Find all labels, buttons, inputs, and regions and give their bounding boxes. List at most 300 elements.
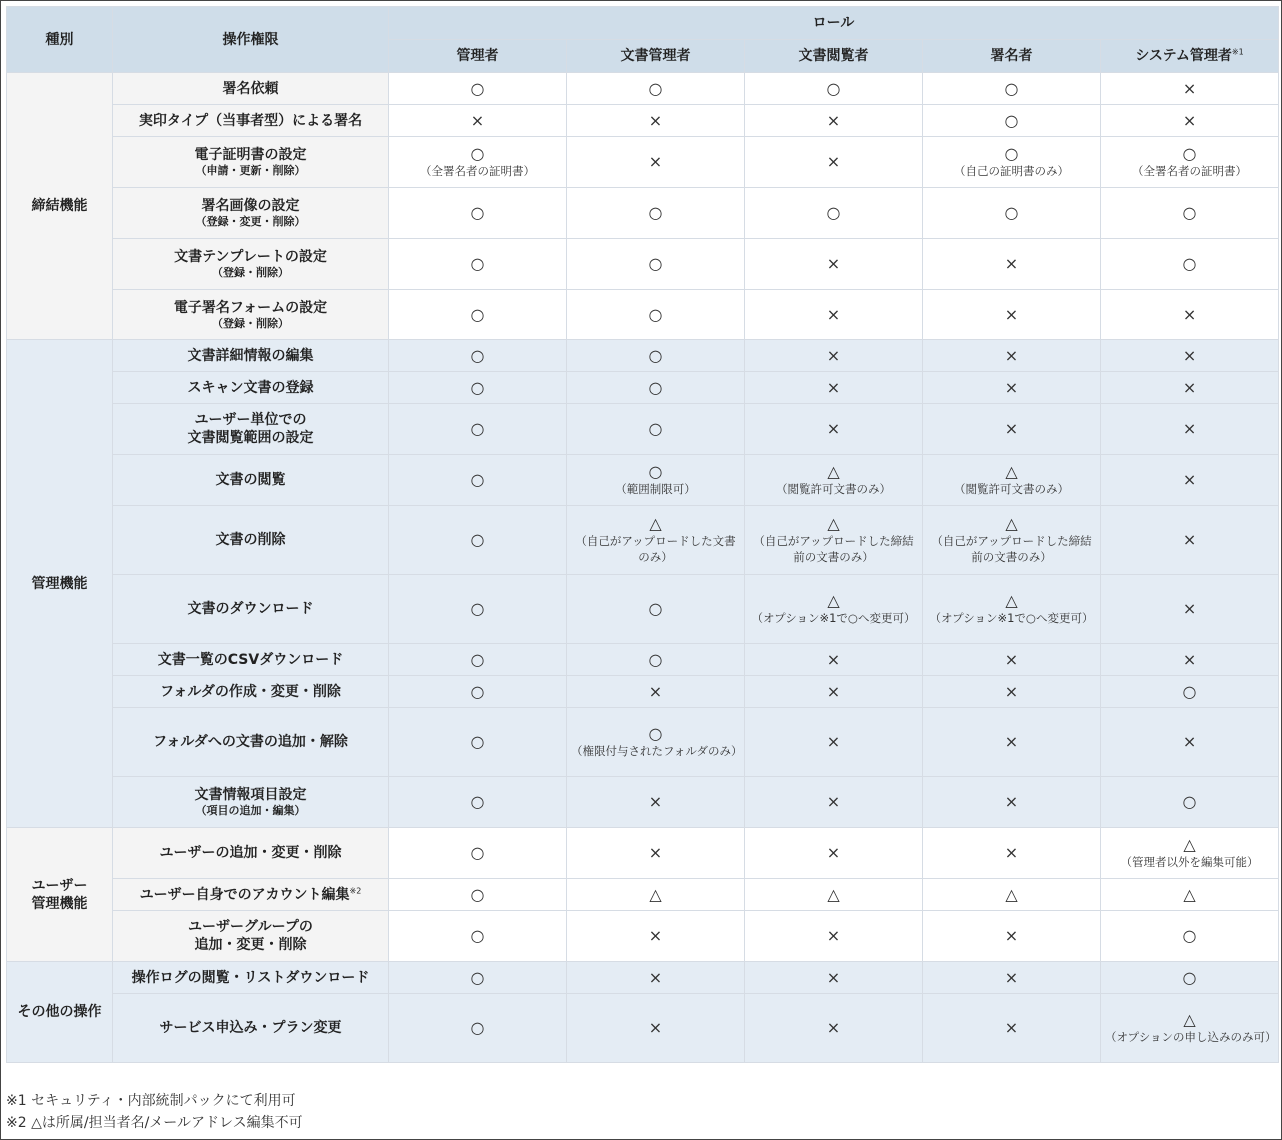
permission-symbol: ×: [826, 843, 841, 862]
permission-symbol: △: [827, 591, 840, 610]
permission-cell: [923, 911, 1101, 962]
permission-symbol: ×: [1182, 304, 1197, 324]
permission-symbol: ×: [1004, 419, 1019, 438]
permission-symbol: ×: [1004, 254, 1019, 273]
permission-symbol: ×: [1182, 470, 1197, 489]
permission-symbol: ○: [1004, 110, 1019, 130]
permission-note: （権限付与されたフォルダのみ）: [571, 744, 743, 758]
permission-note: （オプション※1で○へ変更可）: [929, 611, 1094, 625]
permission-cell: [389, 828, 567, 879]
permission-cell: [567, 708, 745, 777]
permission-cell: [923, 879, 1101, 911]
permission-cell: [567, 239, 745, 290]
permission-symbol: ×: [1182, 377, 1197, 397]
permission-cell: [923, 188, 1101, 239]
permission-cell: [745, 73, 923, 105]
category-cell: 管理機能: [7, 340, 113, 828]
permission-symbol: △: [649, 514, 662, 533]
permission-cell: [389, 879, 567, 911]
permission-cell: [1101, 372, 1279, 404]
operation-label: ユーザーの追加・変更・削除: [159, 845, 342, 861]
permission-cell: [745, 708, 923, 777]
operation-label: スキャン文書の登録: [187, 379, 314, 396]
permission-cell: [567, 994, 745, 1063]
permission-cell: [1101, 73, 1279, 105]
permission-note: （範囲制限可）: [615, 482, 696, 496]
permission-cell: [745, 506, 923, 575]
permission-symbol: ×: [826, 110, 841, 130]
permission-cell: [567, 879, 745, 911]
permission-cell: [1101, 455, 1279, 506]
permission-cell: [567, 644, 745, 676]
permission-cell: [923, 290, 1101, 340]
permission-symbol: ×: [826, 254, 841, 273]
operation-label: 署名依頼: [222, 80, 279, 97]
permission-symbol: ×: [648, 1018, 663, 1037]
permission-cell: [389, 290, 567, 340]
operation-label: 文書情報項目設定: [194, 787, 307, 803]
permission-symbol: △: [1005, 514, 1018, 533]
permission-cell: [567, 188, 745, 239]
operation-cell: [113, 239, 389, 290]
permission-cell: [923, 994, 1101, 1063]
table-body: [7, 73, 1279, 1063]
permission-symbol: ○: [470, 203, 485, 222]
footnote-1: ※1 セキュリティ・内部統制パックにて利用可: [6, 1093, 296, 1109]
permission-symbol: △: [827, 462, 840, 481]
permission-symbol: △: [1183, 884, 1196, 904]
permission-cell: [389, 506, 567, 575]
permission-symbol: ○: [1182, 926, 1197, 945]
permission-symbol: ×: [826, 732, 841, 751]
permission-cell: [923, 828, 1101, 879]
header-role: ロール: [389, 7, 1279, 40]
permission-note: （自己がアップロードした締結前の文書のみ）: [753, 534, 914, 564]
operation-cell: [113, 644, 389, 676]
operation-cell: [113, 455, 389, 506]
table-row: [7, 708, 1279, 777]
permission-cell: [745, 290, 923, 340]
table-row: [7, 777, 1279, 828]
permission-symbol: △: [649, 884, 662, 904]
table-row: [7, 962, 1279, 994]
permission-cell: [1101, 879, 1279, 911]
operation-cell: [113, 708, 389, 777]
permission-cell: [1101, 575, 1279, 644]
permission-cell: [389, 455, 567, 506]
footnotes: [6, 1090, 303, 1134]
permission-symbol: ○: [470, 144, 485, 163]
permission-symbol: ○: [470, 732, 485, 751]
operation-label: 文書の閲覧: [215, 472, 286, 488]
permission-symbol: △: [1005, 591, 1018, 610]
permission-cell: [745, 828, 923, 879]
permission-cell: [389, 962, 567, 994]
permission-symbol: ×: [1182, 732, 1197, 751]
permission-cell: [923, 644, 1101, 676]
permission-cell: [389, 777, 567, 828]
operation-cell: [113, 404, 389, 455]
permission-symbol: ×: [1182, 78, 1197, 98]
permission-cell: [567, 340, 745, 372]
permission-symbol: ×: [648, 152, 663, 171]
permission-symbol: ○: [470, 78, 485, 98]
operation-cell: [113, 372, 389, 404]
permission-cell: [567, 372, 745, 404]
permission-cell: [567, 911, 745, 962]
permission-symbol: △: [827, 514, 840, 533]
operation-label: 署名画像の設定: [201, 198, 300, 214]
operation-sub-label: （項目の追加・編集）: [195, 804, 306, 817]
permission-note: （自己の証明書のみ）: [954, 164, 1069, 178]
permission-symbol: ×: [648, 843, 663, 862]
table-row: [7, 105, 1279, 137]
permission-symbol: ○: [470, 470, 485, 489]
permission-symbol: ×: [1182, 419, 1197, 438]
operation-label: 電子署名フォームの設定: [173, 299, 328, 316]
operation-label: 実印タイプ（当事者型）による署名: [138, 112, 363, 129]
table-row: [7, 340, 1279, 372]
header-role-admin: 管理者: [389, 40, 567, 73]
permission-symbol: ×: [1182, 599, 1197, 618]
permission-symbol: △: [1183, 1010, 1196, 1029]
permission-symbol: △: [1005, 462, 1018, 481]
permission-cell: [1101, 676, 1279, 708]
permission-cell: [923, 239, 1101, 290]
permission-symbol: ×: [1182, 649, 1197, 669]
operation-sub-label: （登録・変更・削除）: [195, 215, 306, 228]
permission-symbol: ×: [1004, 649, 1019, 669]
permission-symbol: ○: [470, 1018, 485, 1037]
permission-symbol: ×: [1004, 967, 1019, 987]
table-row: [7, 455, 1279, 506]
table-row: [7, 239, 1279, 290]
permission-symbol: ×: [648, 926, 663, 945]
permission-symbol: ○: [470, 843, 485, 862]
permission-cell: [567, 575, 745, 644]
permission-symbol: ○: [470, 377, 485, 397]
permission-symbol: ×: [826, 967, 841, 987]
permission-symbol: ○: [470, 884, 485, 904]
header-role-footnote-mark: ※1: [1231, 47, 1244, 57]
permission-cell: [1101, 290, 1279, 340]
permission-cell: [389, 188, 567, 239]
operation-cell: [113, 994, 389, 1063]
header-role-signer: 署名者: [923, 40, 1101, 73]
permission-symbol: ×: [826, 649, 841, 669]
permission-symbol: ×: [826, 1018, 841, 1037]
permission-cell: [745, 404, 923, 455]
permission-symbol: ○: [648, 724, 663, 743]
operation-label: 電子証明書の設定: [194, 147, 307, 163]
permission-symbol: ×: [826, 377, 841, 397]
permission-cell: [923, 404, 1101, 455]
permission-cell: [389, 676, 567, 708]
category-cell: 締結機能: [7, 73, 113, 340]
operation-label: ユーザーグループの 追加・変更・削除: [188, 919, 313, 953]
permission-symbol: ○: [648, 304, 663, 324]
operation-cell: [113, 911, 389, 962]
permission-cell: [745, 188, 923, 239]
permission-cell: [389, 644, 567, 676]
permission-cell: [745, 962, 923, 994]
permission-note: （自己がアップロードした文書のみ）: [575, 534, 736, 564]
permission-cell: [1101, 911, 1279, 962]
operation-cell: [113, 962, 389, 994]
operation-cell: [113, 188, 389, 239]
permission-cell: [567, 777, 745, 828]
permission-cell: [1101, 644, 1279, 676]
permission-symbol: ○: [1182, 967, 1197, 987]
permission-symbol: ×: [826, 152, 841, 171]
permission-symbol: ×: [826, 304, 841, 324]
permission-symbol: ×: [648, 681, 663, 701]
permission-cell: [389, 994, 567, 1063]
permission-cell: [1101, 506, 1279, 575]
operation-cell: [113, 575, 389, 644]
table-row: [7, 828, 1279, 879]
permission-note: （全署名者の証明書）: [420, 164, 535, 178]
permission-symbol: ○: [1182, 254, 1197, 273]
category-cell: ユーザー 管理機能: [7, 828, 113, 962]
permission-cell: [567, 506, 745, 575]
permission-cell: [745, 911, 923, 962]
operation-cell: [113, 676, 389, 708]
permission-symbol: ×: [1004, 1018, 1019, 1037]
operation-cell: [113, 290, 389, 340]
operation-label: 文書詳細情報の編集: [187, 347, 314, 364]
table-row: [7, 372, 1279, 404]
permission-cell: [745, 137, 923, 188]
permission-cell: [923, 962, 1101, 994]
permission-symbol: ○: [470, 345, 485, 365]
permission-symbol: ○: [470, 599, 485, 618]
permission-symbol: ○: [648, 599, 663, 618]
permission-symbol: ○: [470, 926, 485, 945]
permission-cell: [1101, 340, 1279, 372]
permission-symbol: ×: [826, 681, 841, 701]
permission-symbol: ○: [470, 792, 485, 811]
permission-cell: [923, 137, 1101, 188]
permission-cell: [923, 676, 1101, 708]
permission-cell: [745, 676, 923, 708]
permission-cell: [923, 105, 1101, 137]
permission-symbol: ×: [826, 345, 841, 365]
permission-cell: [389, 239, 567, 290]
permission-symbol: ×: [826, 926, 841, 945]
table-row: [7, 879, 1279, 911]
permission-symbol: ×: [1004, 792, 1019, 811]
permission-note: （閲覧許可文書のみ）: [954, 482, 1069, 496]
table-row: [7, 188, 1279, 239]
permission-cell: [1101, 777, 1279, 828]
permission-note: （自己がアップロードした締結前の文書のみ）: [931, 534, 1092, 564]
permission-cell: [745, 105, 923, 137]
table-row: [7, 676, 1279, 708]
header-role-sysadmin-label: システム管理者: [1135, 48, 1232, 64]
permission-symbol: ○: [470, 967, 485, 987]
permission-cell: [745, 372, 923, 404]
operation-label: フォルダへの文書の追加・解除: [153, 734, 348, 750]
header-role-doc-viewer: 文書閲覧者: [745, 40, 923, 73]
permission-symbol: ×: [470, 110, 485, 130]
permission-cell: [567, 290, 745, 340]
permission-cell: [1101, 137, 1279, 188]
permission-cell: [1101, 404, 1279, 455]
permission-cell: [745, 879, 923, 911]
permission-cell: [1101, 994, 1279, 1063]
permission-symbol: △: [1183, 835, 1196, 854]
operation-sub-label: （登録・削除）: [212, 266, 289, 279]
table-row: [7, 911, 1279, 962]
permission-cell: [389, 137, 567, 188]
permission-symbol: ○: [470, 530, 485, 549]
permission-cell: [745, 455, 923, 506]
header-category: 種別: [7, 7, 113, 73]
permission-cell: [389, 372, 567, 404]
table-row: [7, 404, 1279, 455]
permission-cell: [745, 239, 923, 290]
permission-symbol: ×: [1182, 530, 1197, 549]
permission-symbol: ○: [648, 649, 663, 669]
permission-symbol: ○: [1182, 792, 1197, 811]
permission-symbol: △: [1005, 884, 1018, 904]
permission-symbol: ○: [1182, 203, 1197, 222]
permission-cell: [745, 575, 923, 644]
operation-label: 操作ログの閲覧・リストダウンロード: [131, 969, 370, 986]
permission-symbol: ○: [1004, 144, 1019, 163]
permission-cell: [567, 404, 745, 455]
permission-cell: [923, 777, 1101, 828]
permission-symbol: ○: [1004, 203, 1019, 222]
permission-cell: [1101, 239, 1279, 290]
permission-symbol: ○: [826, 78, 841, 98]
permission-cell: [923, 372, 1101, 404]
permission-cell: [1101, 962, 1279, 994]
permission-cell: [389, 708, 567, 777]
permission-cell: [389, 911, 567, 962]
permission-cell: [567, 137, 745, 188]
permission-symbol: ×: [1004, 345, 1019, 365]
permission-cell: [923, 708, 1101, 777]
permission-cell: [567, 962, 745, 994]
operation-cell: [113, 340, 389, 372]
permission-symbol: ×: [648, 967, 663, 987]
table-header: [7, 7, 1279, 73]
permission-cell: [745, 994, 923, 1063]
operation-label: 文書一覧のCSVダウンロード: [157, 651, 344, 668]
permission-cell: [567, 105, 745, 137]
permission-symbol: ○: [648, 203, 663, 222]
permission-cell: [389, 575, 567, 644]
permission-cell: [567, 73, 745, 105]
permission-symbol: ×: [1004, 304, 1019, 324]
permission-symbol: ○: [1004, 78, 1019, 98]
table-row: [7, 290, 1279, 340]
permission-symbol: ×: [1004, 843, 1019, 862]
footnote-2: ※2 △は所属/担当者名/メールアドレス編集不可: [6, 1115, 303, 1131]
operation-cell: [113, 506, 389, 575]
permission-cell: [1101, 188, 1279, 239]
permission-symbol: ×: [826, 792, 841, 811]
permission-symbol: ○: [648, 419, 663, 438]
permission-cell: [389, 73, 567, 105]
permission-table: [6, 6, 1279, 1063]
permission-cell: [567, 828, 745, 879]
permission-note: （閲覧許可文書のみ）: [776, 482, 891, 496]
permission-cell: [745, 340, 923, 372]
permission-cell: [389, 340, 567, 372]
permission-symbol: ○: [648, 254, 663, 273]
permission-symbol: ○: [648, 78, 663, 98]
permission-cell: [389, 404, 567, 455]
permission-note: （オプション※1で○へ変更可）: [751, 611, 916, 625]
category-cell: その他の操作: [7, 962, 113, 1063]
permission-cell: [745, 777, 923, 828]
operation-cell: [113, 828, 389, 879]
permission-cell: [745, 644, 923, 676]
operation-label: フォルダの作成・変更・削除: [160, 683, 341, 700]
operation-label: ユーザー自身でのアカウント編集: [139, 886, 350, 903]
permission-cell: [1101, 105, 1279, 137]
permission-cell: [1101, 708, 1279, 777]
table-row: [7, 994, 1279, 1063]
permission-symbol: ×: [1182, 110, 1197, 130]
permission-note: （管理者以外を編集可能）: [1120, 855, 1259, 869]
permission-symbol: ×: [1004, 377, 1019, 397]
table-row: [7, 575, 1279, 644]
operation-label: サービス申込み・プラン変更: [159, 1020, 342, 1036]
table-row: [7, 644, 1279, 676]
table-row: [7, 506, 1279, 575]
operation-label: 文書の削除: [215, 532, 286, 548]
permission-symbol: ×: [1004, 681, 1019, 701]
header-role-sysadmin: [1101, 40, 1279, 73]
operation-label: ユーザー単位での 文書閲覧範囲の設定: [187, 412, 314, 446]
permission-symbol: ○: [470, 419, 485, 438]
permission-cell: [923, 575, 1101, 644]
operation-sub-label: （申請・更新・削除）: [195, 164, 306, 177]
permission-symbol: ×: [1004, 926, 1019, 945]
permission-symbol: ○: [470, 304, 485, 324]
permission-symbol: ○: [826, 203, 841, 222]
permission-symbol: ×: [648, 792, 663, 811]
permission-note: （オプションの申し込みのみ可）: [1105, 1030, 1277, 1044]
permission-note: （全署名者の証明書）: [1132, 164, 1248, 178]
operation-label: 文書テンプレートの設定: [174, 249, 327, 265]
permission-symbol: ×: [1004, 732, 1019, 751]
permission-symbol: ○: [1182, 681, 1197, 701]
operation-sub-label: （登録・削除）: [212, 316, 289, 330]
permission-symbol: ×: [826, 419, 841, 438]
operation-footnote-mark: ※2: [349, 885, 362, 895]
permission-symbol: ○: [1182, 144, 1197, 163]
operation-cell: [113, 137, 389, 188]
operation-cell: [113, 879, 389, 911]
permission-cell: [567, 676, 745, 708]
permission-symbol: ○: [648, 345, 663, 365]
permission-cell: [923, 340, 1101, 372]
permission-symbol: ○: [470, 254, 485, 273]
permission-symbol: ○: [648, 462, 663, 481]
header-operation: 操作権限: [113, 7, 389, 73]
operation-cell: [113, 777, 389, 828]
permission-symbol: ○: [470, 681, 485, 701]
permission-symbol: ×: [1182, 345, 1197, 365]
permission-symbol: ○: [648, 377, 663, 397]
permission-cell: [389, 105, 567, 137]
permission-cell: [567, 455, 745, 506]
